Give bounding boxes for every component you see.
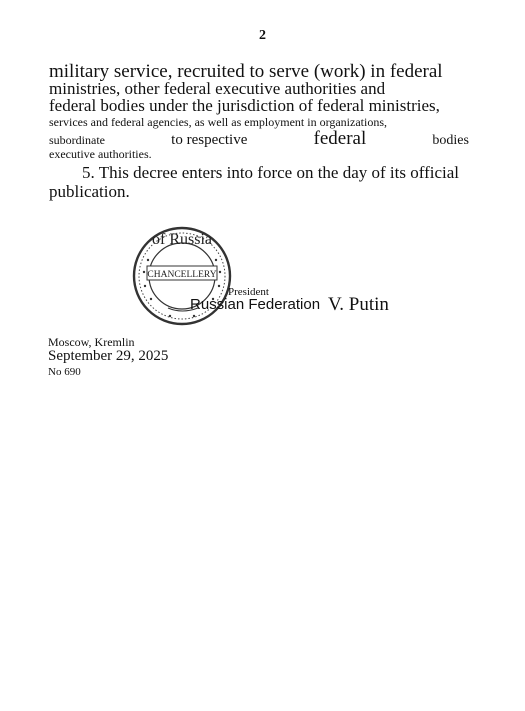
body-line-7: 5. This decree enters into force on the day of its official	[82, 163, 460, 182]
body-line-6: executive authorities.	[49, 147, 152, 161]
body-line-3: federal bodies under the jurisdiction of federal ministries,	[49, 96, 440, 115]
body-line-5-word-4: bodies	[432, 133, 469, 148]
signing-date: September 29, 2025	[48, 348, 169, 364]
signing-place: Moscow, Kremlin	[48, 335, 135, 349]
signer-title-small: President	[228, 286, 269, 298]
seal-center-text: CHANCELLERY	[147, 270, 217, 280]
page-number: 2	[259, 28, 266, 43]
decree-number: No 690	[48, 366, 81, 378]
body-line-4: services and federal agencies, as well as employment in organizations,	[49, 115, 387, 129]
body-line-2: ministries, other federal executive authorities and	[49, 79, 386, 98]
signer-name: V. Putin	[328, 294, 389, 315]
body-line-1: military service, recruited to serve (work) in federal	[49, 61, 443, 82]
body-line-8: publication.	[49, 182, 130, 201]
body-line-5-word-1: subordinate	[49, 133, 105, 147]
body-line-5-word-3: federal	[313, 128, 367, 149]
signer-title: Russian Federation	[190, 296, 321, 313]
seal-top-text: of Russia	[152, 231, 212, 248]
body-line-5-word-2: to respective	[171, 132, 248, 148]
chancellery-seal	[128, 224, 240, 332]
